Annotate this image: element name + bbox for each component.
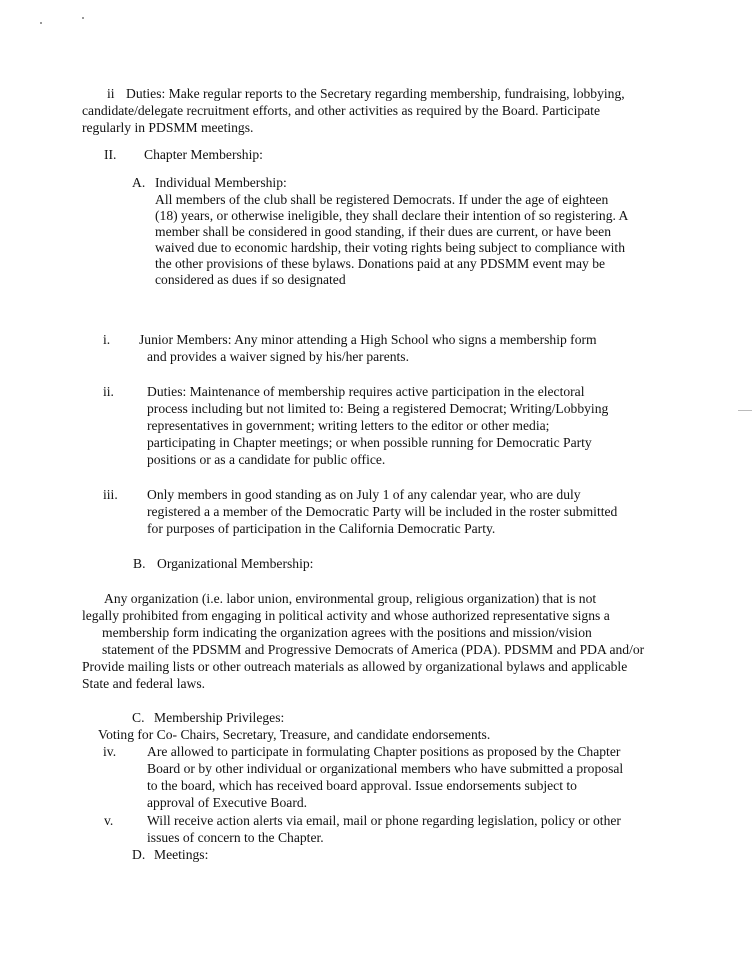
scan-speck bbox=[40, 22, 42, 24]
paragraph-line: membership form indicating the organization agrees with the positions and mission/vision bbox=[102, 625, 592, 640]
paragraph-line: Voting for Co- Chairs, Secretary, Treasure, and candidate endorsements. bbox=[98, 727, 491, 742]
list-item-line: Only members in good standing as on July 1 of any calendar year, who are duly bbox=[147, 487, 581, 502]
subsection-letter: B. bbox=[133, 556, 146, 571]
duties-line: candidate/delegate recruitment efforts, and other activities as required by the Board. Participate bbox=[82, 103, 600, 118]
paragraph-line: (18) years, or otherwise ineligible, they shall declare their intention of so registering. A bbox=[155, 208, 629, 223]
list-numeral: iv. bbox=[103, 744, 117, 759]
paragraph-line: State and federal laws. bbox=[82, 676, 206, 691]
list-item-line: positions or as a candidate for public office. bbox=[147, 452, 386, 467]
list-item-line: Will receive action alerts via email, mail or phone regarding legislation, policy or other bbox=[147, 813, 621, 828]
subsection-heading: Individual Membership: bbox=[155, 175, 287, 190]
paragraph-line: the other provisions of these bylaws. Donations paid at any PDSMM event may be bbox=[155, 256, 606, 271]
paragraph-line: Provide mailing lists or other outreach materials as allowed by organizational bylaws and applicable bbox=[82, 659, 628, 674]
list-item-line: for purposes of participation in the California Democratic Party. bbox=[147, 521, 496, 536]
list-numeral: ii. bbox=[103, 384, 114, 399]
subsection-heading: Organizational Membership: bbox=[157, 556, 314, 571]
list-numeral: iii. bbox=[103, 487, 118, 502]
list-item-line: Board or by other individual or organizational members who have submitted a proposal bbox=[147, 761, 624, 776]
list-item-line: Junior Members: Any minor attending a High School who signs a membership form bbox=[139, 332, 597, 347]
list-item-line: representatives in government; writing letters to the editor or other media; bbox=[147, 418, 550, 433]
subsection-letter: D. bbox=[132, 847, 146, 862]
list-numeral: v. bbox=[104, 813, 114, 828]
paragraph-line: considered as dues if so designated bbox=[155, 272, 346, 287]
paragraph-line: statement of the PDSMM and Progressive Democrats of America (PDA). PDSMM and PDA and/or bbox=[102, 642, 645, 657]
scan-speck bbox=[82, 17, 84, 19]
duties-marker: ii bbox=[107, 86, 115, 101]
subsection-heading: Meetings: bbox=[154, 847, 209, 862]
list-item-line: to the board, which has received board approval. Issue endorsements subject to bbox=[147, 778, 577, 793]
duties-line: regularly in PDSMM meetings. bbox=[82, 120, 254, 135]
duties-line: Duties: Make regular reports to the Secretary regarding membership, fundraising, lobbying, bbox=[126, 86, 625, 101]
paragraph-line: All members of the club shall be registered Democrats. If under the age of eighteen bbox=[155, 192, 609, 207]
section-numeral: II. bbox=[104, 147, 117, 162]
list-item-line: Duties: Maintenance of membership requires active participation in the electoral bbox=[147, 384, 585, 399]
list-item-line: registered a a member of the Democratic Party will be included in the roster submitted bbox=[147, 504, 618, 519]
list-item-line: approval of Executive Board. bbox=[147, 795, 308, 810]
paragraph-line: legally prohibited from engaging in political activity and whose authorized representative signs a bbox=[82, 608, 610, 623]
subsection-letter: C. bbox=[132, 710, 145, 725]
list-numeral: i. bbox=[103, 332, 111, 347]
list-item-line: Are allowed to participate in formulating Chapter positions as proposed by the Chapter bbox=[147, 744, 621, 759]
subsection-heading: Membership Privileges: bbox=[154, 710, 285, 725]
list-item-line: and provides a waiver signed by his/her parents. bbox=[147, 349, 409, 364]
subsection-letter: A. bbox=[132, 175, 146, 190]
paragraph-line: Any organization (i.e. labor union, environmental group, religious organization) that is not bbox=[104, 591, 597, 606]
section-heading: Chapter Membership: bbox=[144, 147, 263, 162]
list-item-line: participating in Chapter meetings; or when possible running for Democratic Party bbox=[147, 435, 592, 450]
scan-edge-mark bbox=[738, 410, 752, 411]
paragraph-line: member shall be considered in good standing, if their dues are current, or have been bbox=[155, 224, 611, 239]
paragraph-line: waived due to economic hardship, their voting rights being subject to compliance with bbox=[155, 240, 626, 255]
list-item-line: process including but not limited to: Being a registered Democrat; Writing/Lobbying bbox=[147, 401, 609, 416]
list-item-line: issues of concern to the Chapter. bbox=[147, 830, 324, 845]
